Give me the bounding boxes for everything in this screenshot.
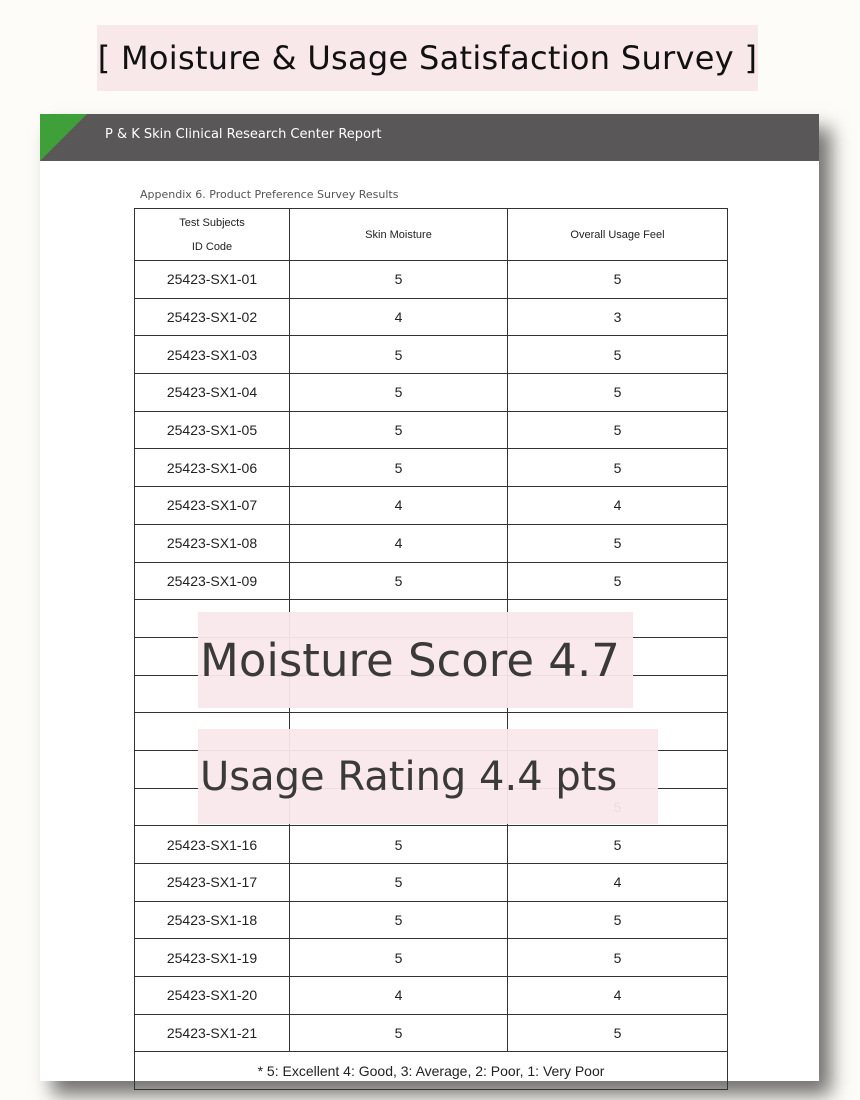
usage-cell: 4 bbox=[508, 864, 728, 902]
table-row bbox=[135, 1014, 728, 1052]
table-row bbox=[135, 487, 728, 525]
usage-cell: 5 bbox=[508, 562, 728, 600]
subject-id-cell: 25423-SX1-02 bbox=[135, 298, 290, 336]
subject-id-cell: 25423-SX1-19 bbox=[135, 939, 290, 977]
subject-id-cell: 25423-SX1-18 bbox=[135, 901, 290, 939]
subject-id-cell: 25423-SX1-07 bbox=[135, 487, 290, 525]
moisture-cell: 5 bbox=[290, 901, 508, 939]
column-header-subjects-line1: Test Subjects bbox=[179, 216, 245, 229]
table-row bbox=[135, 411, 728, 449]
table-row bbox=[135, 374, 728, 412]
usage-cell: 5 bbox=[508, 826, 728, 864]
moisture-cell: 4 bbox=[290, 524, 508, 562]
appendix-caption: Appendix 6. Product Preference Survey Results bbox=[140, 188, 399, 201]
subject-id-cell: 25423-SX1-06 bbox=[135, 449, 290, 487]
table-row bbox=[135, 524, 728, 562]
moisture-cell: 5 bbox=[290, 336, 508, 374]
column-header-usage: Overall Usage Feel bbox=[508, 209, 728, 261]
moisture-cell: 5 bbox=[290, 374, 508, 412]
rating-scale-footnote: * 5: Excellent 4: Good, 3: Average, 2: Poor, 1: Very Poor bbox=[135, 1052, 728, 1090]
moisture-cell: 5 bbox=[290, 826, 508, 864]
moisture-cell: 5 bbox=[290, 449, 508, 487]
table-row bbox=[135, 449, 728, 487]
usage-cell: 5 bbox=[508, 449, 728, 487]
table-row bbox=[135, 298, 728, 336]
subject-id-cell: 25423-SX1-20 bbox=[135, 977, 290, 1015]
moisture-cell: 5 bbox=[290, 1014, 508, 1052]
usage-cell: 5 bbox=[508, 374, 728, 412]
moisture-cell: 5 bbox=[290, 939, 508, 977]
moisture-score-text: Moisture Score 4.7 bbox=[200, 633, 620, 687]
subject-id-cell: 25423-SX1-03 bbox=[135, 336, 290, 374]
table-row bbox=[135, 261, 728, 299]
moisture-cell: 4 bbox=[290, 977, 508, 1015]
usage-cell: 5 bbox=[508, 524, 728, 562]
subject-id-cell: 25423-SX1-01 bbox=[135, 261, 290, 299]
subject-id-cell: 25423-SX1-09 bbox=[135, 562, 290, 600]
moisture-cell: 4 bbox=[290, 487, 508, 525]
table-row bbox=[135, 901, 728, 939]
moisture-cell: 5 bbox=[290, 562, 508, 600]
moisture-cell: 5 bbox=[290, 411, 508, 449]
moisture-cell: 5 bbox=[290, 261, 508, 299]
table-row bbox=[135, 939, 728, 977]
usage-cell: 4 bbox=[508, 977, 728, 1015]
table-header-row bbox=[135, 209, 728, 261]
table-row bbox=[135, 826, 728, 864]
table-row bbox=[135, 336, 728, 374]
usage-cell: 5 bbox=[508, 939, 728, 977]
report-header-title: P & K Skin Clinical Research Center Report bbox=[105, 127, 382, 142]
moisture-cell: 4 bbox=[290, 298, 508, 336]
usage-cell: 5 bbox=[508, 1014, 728, 1052]
usage-rating-text: Usage Rating 4.4 pts bbox=[200, 753, 618, 800]
report-card bbox=[40, 114, 819, 1081]
subject-id-cell: 25423-SX1-16 bbox=[135, 826, 290, 864]
subject-id-cell: 25423-SX1-17 bbox=[135, 864, 290, 902]
column-header-moisture: Skin Moisture bbox=[290, 209, 508, 261]
subject-id-cell: 25423-SX1-04 bbox=[135, 374, 290, 412]
usage-cell: 3 bbox=[508, 298, 728, 336]
column-header-subjects bbox=[135, 209, 290, 261]
usage-cell: 5 bbox=[508, 411, 728, 449]
page-title: [ Moisture & Usage Satisfaction Survey ] bbox=[97, 39, 758, 77]
usage-cell: 4 bbox=[508, 487, 728, 525]
table-row bbox=[135, 864, 728, 902]
usage-cell: 5 bbox=[508, 336, 728, 374]
usage-cell: 5 bbox=[508, 261, 728, 299]
subject-id-cell: 25423-SX1-08 bbox=[135, 524, 290, 562]
subject-id-cell: 25423-SX1-05 bbox=[135, 411, 290, 449]
usage-rating-overlay bbox=[198, 729, 658, 824]
table-row bbox=[135, 977, 728, 1015]
title-banner bbox=[97, 25, 758, 91]
subject-id-cell: 25423-SX1-21 bbox=[135, 1014, 290, 1052]
usage-cell: 5 bbox=[508, 901, 728, 939]
column-header-subjects-line2: ID Code bbox=[191, 240, 233, 253]
green-corner-accent bbox=[40, 114, 87, 161]
moisture-score-overlay bbox=[198, 612, 633, 708]
moisture-cell: 5 bbox=[290, 864, 508, 902]
table-row bbox=[135, 562, 728, 600]
report-header-bar bbox=[40, 114, 819, 161]
footnote-row bbox=[135, 1052, 728, 1090]
